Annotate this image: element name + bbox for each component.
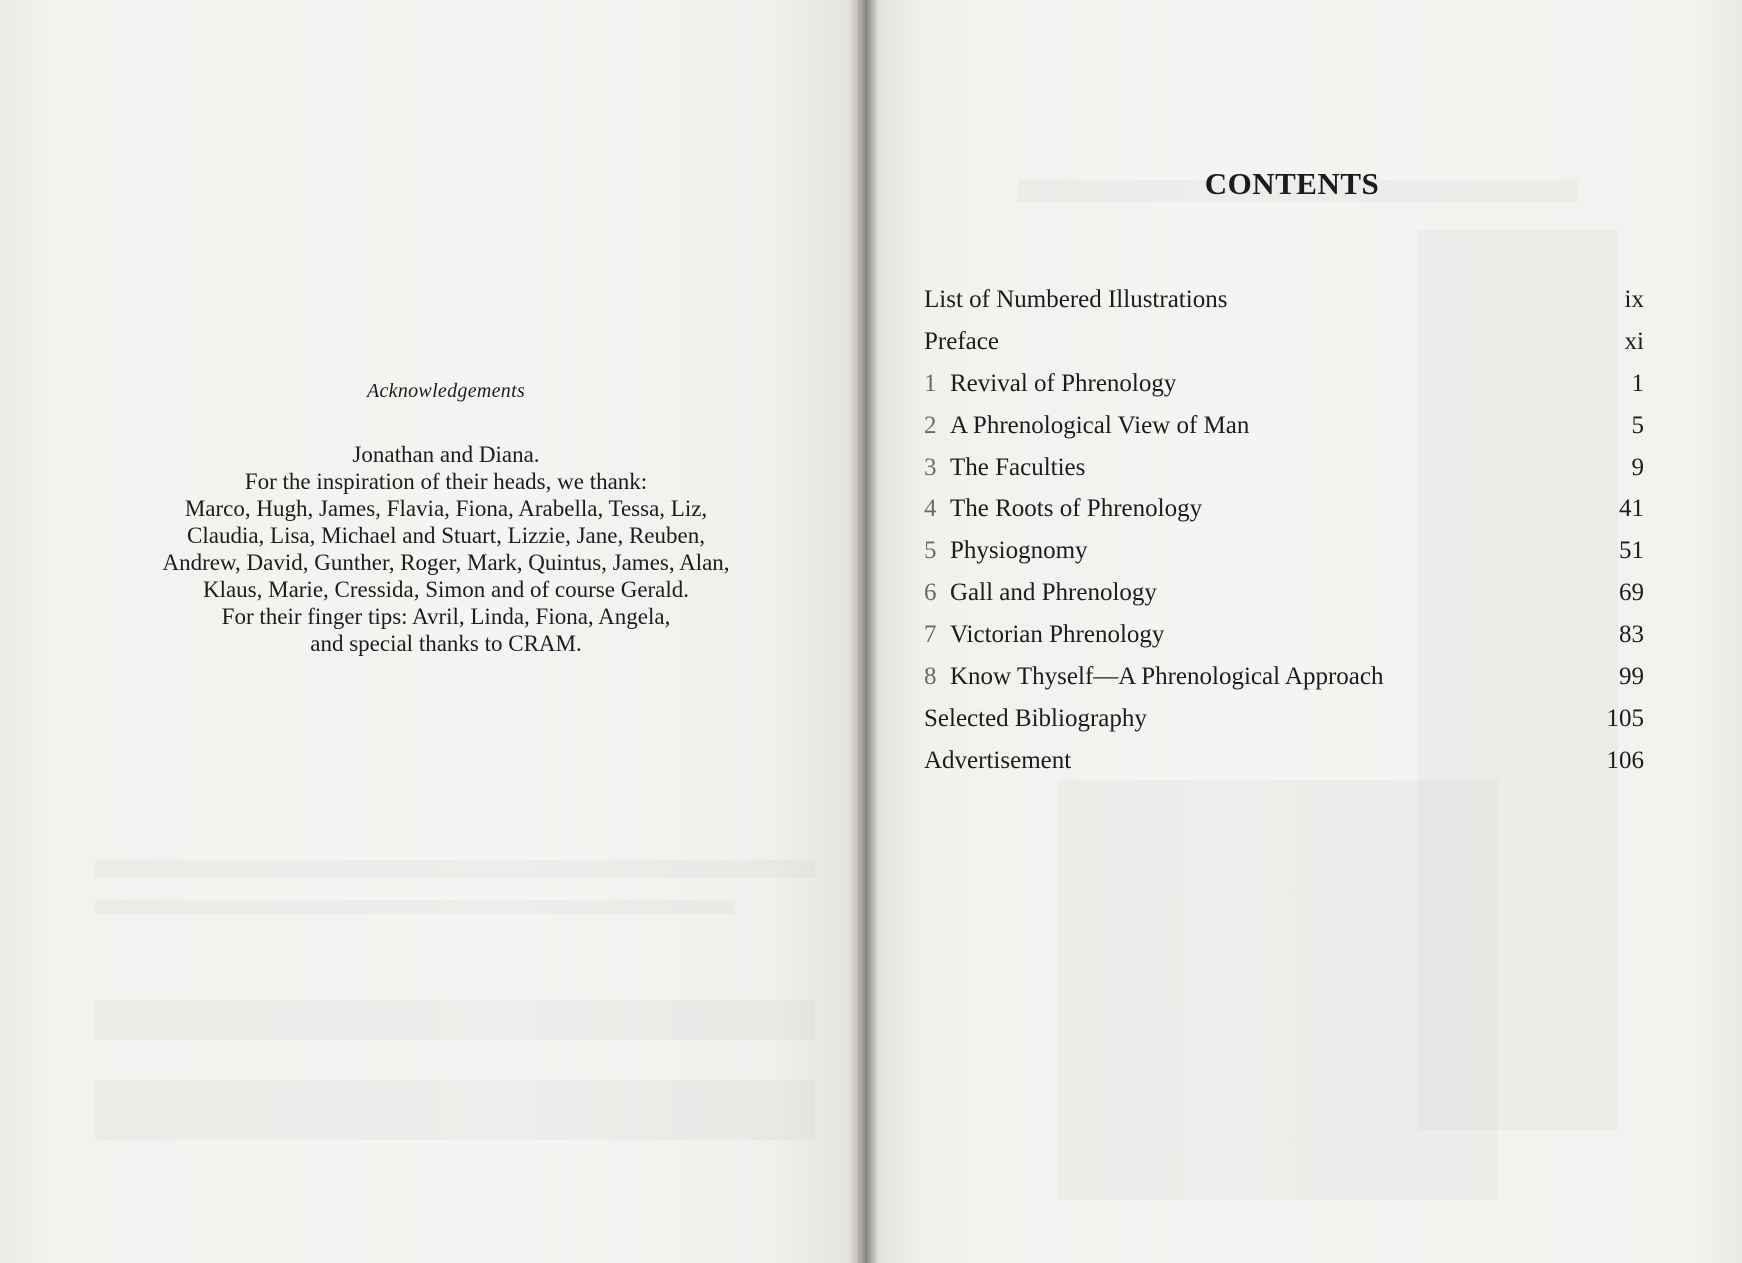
toc-entry-title: Gall and Phrenology: [950, 579, 1157, 607]
toc-entry: [924, 370, 1644, 412]
acknowledgements-line: For their finger tips: Avril, Linda, Fiona, Angela,: [221, 604, 671, 629]
toc-entry-title: Know Thyself—A Phrenological Approach: [950, 663, 1384, 691]
toc-entry-title: The Faculties: [950, 453, 1086, 481]
acknowledgements-section: [110, 380, 782, 657]
show-through-text: [95, 860, 815, 878]
acknowledgements-heading: Acknowledgements: [366, 380, 526, 402]
toc-entry-page: 1: [1631, 369, 1644, 397]
toc-entry: [924, 495, 1644, 537]
show-through-text: [1058, 780, 1498, 1200]
show-through-text: [95, 1080, 815, 1140]
toc-entry-title: Physiognomy: [950, 537, 1088, 565]
toc-entry-title: Selected Bibliography: [924, 704, 1147, 732]
acknowledgements-line: Jonathan and Diana.: [352, 442, 540, 467]
toc-entry-number: 2: [924, 411, 937, 439]
toc-entry-number: 6: [924, 579, 937, 607]
toc-entry: [924, 747, 1644, 789]
toc-entry-title: Victorian Phrenology: [950, 621, 1165, 649]
toc-entry-page: 5: [1631, 411, 1644, 439]
toc-entry-page: 51: [1619, 537, 1644, 565]
toc-entry-page: 83: [1619, 621, 1644, 649]
show-through-text: [95, 900, 735, 914]
toc-entry: [924, 328, 1644, 370]
toc-entry-title: Preface: [924, 327, 999, 355]
toc-entry-number: 7: [924, 621, 937, 649]
toc-entry: [924, 621, 1644, 663]
toc-entry: [924, 454, 1644, 496]
toc-entry-page: 41: [1619, 495, 1644, 523]
show-through-text: [95, 1000, 815, 1040]
toc-entry-title: A Phrenological View of Man: [950, 411, 1250, 439]
toc-entry-page: 105: [1606, 704, 1644, 732]
acknowledgements-line: Andrew, David, Gunther, Roger, Mark, Quintus, James, Alan,: [162, 550, 730, 575]
contents-section: [924, 160, 1644, 774]
toc-entry: [924, 579, 1644, 621]
toc-entry-page: 69: [1619, 579, 1644, 607]
acknowledgements-line: Claudia, Lisa, Michael and Stuart, Lizzie, Jane, Reuben,: [187, 523, 705, 548]
toc-entry-page: xi: [1624, 327, 1644, 355]
acknowledgements-line: Klaus, Marie, Cressida, Simon and of course Gerald.: [202, 577, 690, 602]
acknowledgements-line: and special thanks to CRAM.: [310, 631, 582, 656]
toc-entry-number: 8: [924, 663, 937, 691]
toc-entry-page: ix: [1624, 286, 1644, 313]
toc-entry-number: 3: [924, 453, 937, 481]
toc-entry: [924, 705, 1644, 747]
toc-entry-number: 5: [924, 537, 937, 565]
toc-entry: [924, 537, 1644, 579]
toc-entry-number: 4: [924, 495, 937, 523]
toc-entry-title: The Roots of Phrenology: [950, 495, 1203, 523]
toc-entry: [924, 412, 1644, 454]
toc-entry-page: 99: [1619, 663, 1644, 691]
toc-entry-title: Revival of Phrenology: [950, 369, 1177, 397]
table-of-contents: [924, 286, 1644, 789]
toc-entry: [924, 286, 1644, 328]
acknowledgements-line: For the inspiration of their heads, we thank:: [244, 469, 648, 494]
toc-entry-title: List of Numbered Illustrations: [924, 286, 1228, 313]
contents-title: CONTENTS: [1204, 166, 1380, 201]
toc-entry-number: 1: [924, 369, 937, 397]
toc-entry-page: 106: [1606, 746, 1644, 774]
toc-entry: [924, 663, 1644, 705]
acknowledgements-line: Marco, Hugh, James, Flavia, Fiona, Arabella, Tessa, Liz,: [184, 496, 708, 521]
toc-entry-page: 9: [1631, 453, 1644, 481]
left-page: [0, 0, 858, 1263]
toc-entry-title: Advertisement: [924, 746, 1072, 774]
book-gutter: [848, 0, 878, 1263]
